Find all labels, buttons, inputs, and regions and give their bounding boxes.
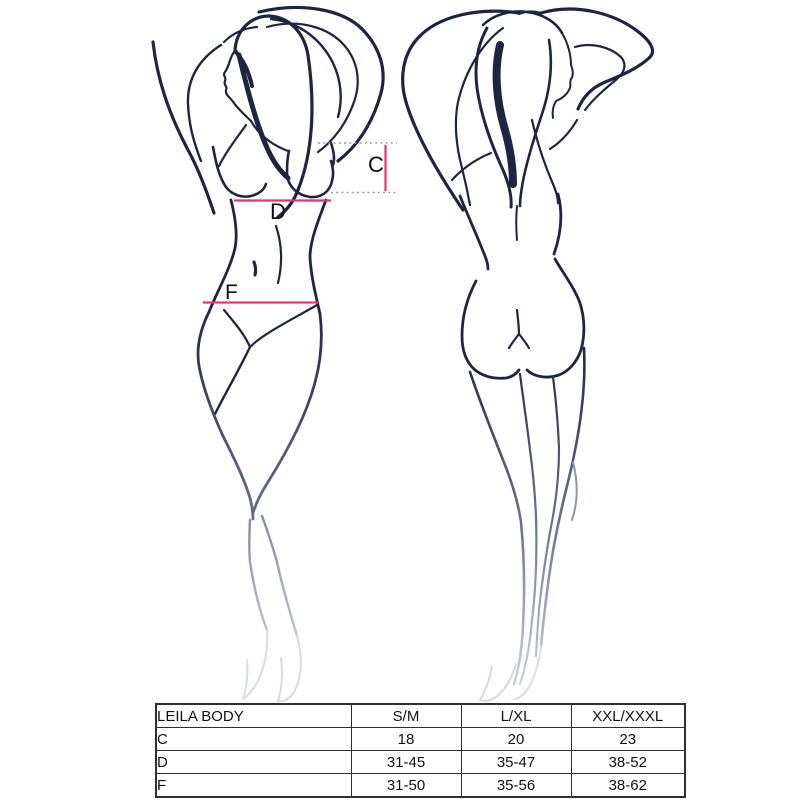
front-left-arm-outer-line [153,42,214,213]
back-hair-tip [516,206,517,240]
value-d-sm: 31-45 [351,751,461,774]
front-right-breast [287,151,333,197]
front-shin-front [262,516,297,636]
row-label-c: C [156,728,351,751]
size-table [155,703,686,798]
front-left-leg-outer [198,312,253,519]
back-head-outline [483,12,562,33]
back-left-hip-buttock [462,281,519,378]
back-right-shoulder-line [550,120,577,149]
back-left-shoulder-line [452,153,491,180]
marker-c-label: C [368,152,384,177]
row-label-f: F [156,774,351,798]
front-figure [153,8,383,702]
front-back-foot [243,630,267,699]
value-c-sm: 18 [351,728,461,751]
front-left-breast [213,147,266,197]
front-pelvis-left-crease [224,310,250,347]
front-waist-right-line [310,200,326,314]
back-left-foot [480,664,516,701]
value-f-lxl: 35-56 [461,774,571,798]
back-right-hip-buttock [527,259,584,377]
row-label-d: D [156,751,351,774]
column-header-sm: S/M [351,704,461,728]
front-belly-line [276,226,281,283]
back-right-arm-outer-line [541,9,652,109]
front-shin-back [249,520,267,630]
front-left-arm-inner-line [188,45,221,161]
back-side-left-line [460,196,488,269]
back-right-leg-outer [541,348,584,646]
value-f-sm: 31-50 [351,774,461,798]
back-buttock-crease [509,310,529,348]
table-row-f [156,774,685,798]
value-d-lxl: 35-47 [461,751,571,774]
value-c-xxl: 23 [571,728,685,751]
front-front-foot [278,636,301,701]
table-header-row [156,704,685,728]
table-row-d [156,751,685,774]
back-face-profile [553,33,573,118]
product-name-cell: LEILA BODY [156,704,351,728]
value-c-lxl: 20 [461,728,571,751]
back-calf-accent [572,462,577,520]
marker-f-label: F [225,281,238,304]
back-hair-left-edge [476,28,511,207]
front-right-arm-outer-line [259,8,383,161]
front-right-leg-outer [253,314,321,513]
column-header-lxl: L/XL [461,704,571,728]
measurement-markers [203,143,397,304]
front-navel [254,262,256,275]
table-row-c [156,728,685,751]
back-left-leg-outer [470,372,524,684]
back-hair-right-edge [520,40,551,206]
column-header-xxl: XXL/XXXL [571,704,685,728]
front-pelvis-right-crease [250,305,317,347]
back-hair-strand [532,120,558,203]
front-left-shoulder-line [219,125,246,166]
back-figure [403,9,653,701]
front-inner-thigh-line [215,347,250,414]
marker-d-label: D [270,199,286,224]
value-d-xxl: 38-52 [571,751,685,774]
value-f-xxl: 38-62 [571,774,685,798]
back-right-leg-inner [536,377,559,656]
